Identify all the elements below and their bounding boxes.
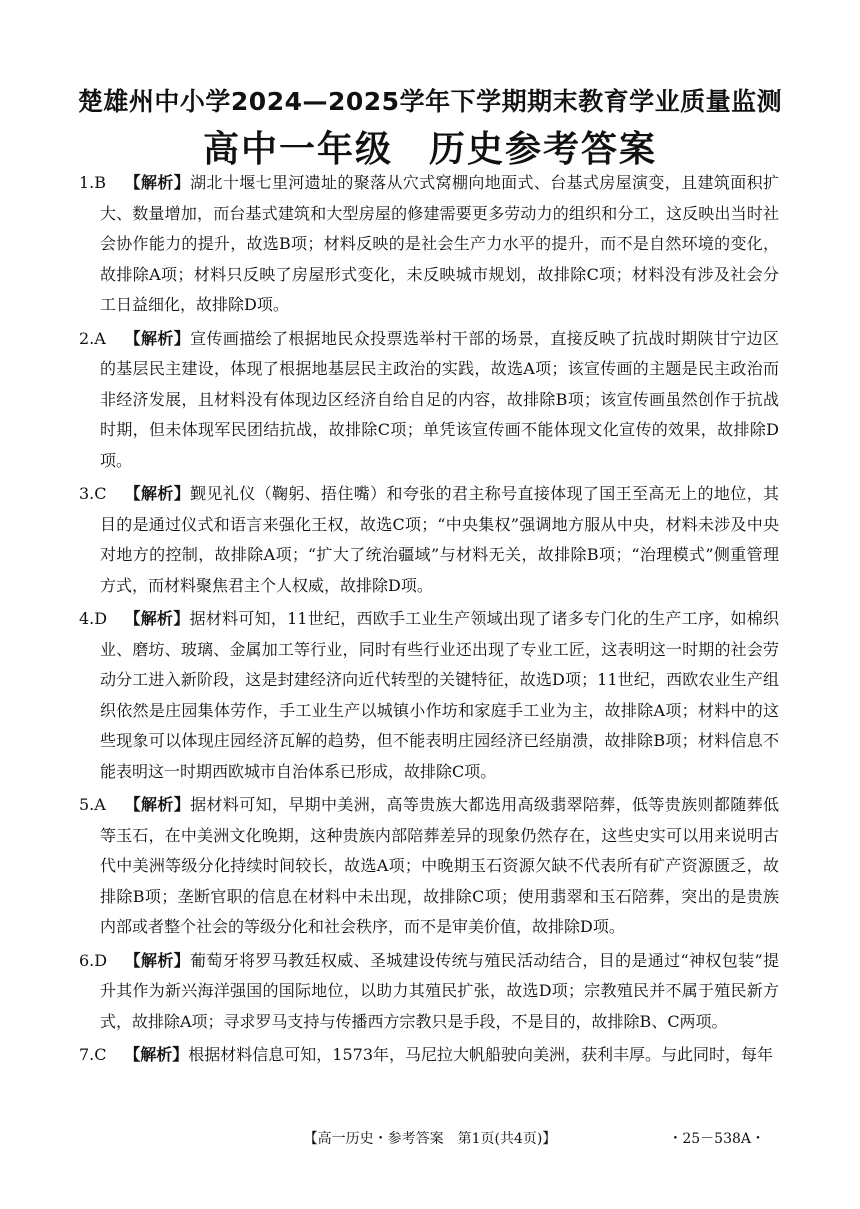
subject-label: 历史参考答案 [429,129,658,170]
question-number: 7. [79,1045,95,1064]
footer-exam-code: ・25－538A・ [668,1131,765,1147]
question-number: 3. [79,484,95,503]
answer-letter: B [94,173,107,192]
answer-item [79,946,779,1038]
analysis-text: 宣传画描绘了根据地民众投票选举村干部的场景，直接反映了抗战时期陕甘宁边区的基层民主建设，体现了根据地基层民主政治的实践，故选A项；该宣传画的主题是民主政治而非经济发展，且材料没有体现边区经济自给自足的内容，故排除B项；该宣传画虽然创作于抗战时期，但未体现军民团结抗战，故排除C项；单凭该宣传画不能体现文化宣传的效果，故排除D项。 [100,328,779,470]
analysis-tag: 【解析】 [124,173,191,192]
answer-item [79,790,779,943]
answer-letter: A [94,795,106,814]
question-number: 6. [79,950,95,970]
exam-title: 楚雄州中小学2024—2025学年下学期期末教育学业质量监测 [77,87,783,116]
answer-item [79,1040,779,1071]
analysis-tag: 【解析】 [124,609,190,628]
question-number: 1. [79,173,95,192]
analysis-tag: 【解析】 [124,950,191,970]
analysis-tag: 【解析】 [124,1045,189,1064]
analysis-tag: 【解析】 [124,328,191,348]
grade-label: 高中一年级 [202,129,393,170]
answer-letter: C [94,1045,107,1064]
analysis-text: 葡萄牙将罗马教廷权威、圣城建设传统与殖民活动结合，目的是通过“神权包装”提升其作为新兴海洋强国的国际地位，以助力其殖民扩张，故选D项；宗教殖民并不属于殖民新方式，故排除A项；寻求罗马支持与传播西方宗教只是手段，不是目的，故排除B、C两项。 [100,950,779,1031]
answer-item [79,479,779,601]
answer-list [79,168,779,1074]
question-number: 2. [79,328,95,348]
answer-letter: A [94,328,106,348]
analysis-text: 湖北十堰七里河遗址的聚落从穴式窝棚向地面式、台基式房屋演变，且建筑面积扩大、数量增加，而台基式建筑和大型房屋的修建需要更多劳动力的组织和分工，这反映出当时社会协作能力的提升，故选B项；材料反映的是社会生产力水平的提升，而不是自然环境的变化，故排除A项；材料只反映了房屋形式变化，未反映城市规划，故排除C项；材料没有涉及社会分工日益细化，故排除D项。 [100,173,779,314]
answer-letter: D [94,950,108,970]
answer-letter: D [94,609,108,628]
answer-item [79,168,779,321]
analysis-tag: 【解析】 [124,795,191,814]
analysis-tag: 【解析】 [124,484,191,503]
document-header [0,84,860,176]
question-number: 5. [79,795,95,814]
analysis-text: 觐见礼仪（鞠躬、捂住嘴）和夸张的君主称号直接体现了国王至高无上的地位，其目的是通过仪式和语言来强化王权，故选C项；“中央集权”强调地方服从中央，材料未涉及中央对地方的控制，故排除A项；“扩大了统治疆域”与材料无关，故排除B项；“治理模式”侧重管理方式，而材料聚焦君主个人权威，故排除D项。 [100,484,779,595]
analysis-text: 据材料可知，早期中美洲，高等贵族大都选用高级翡翠陪葬，低等贵族则都随葬低等玉石，在中美洲文化晚期，这种贵族内部陪葬差异的现象仍然存在，这些史实可以用来说明古代中美洲等级分化持续时间较长，故选A项；中晚期玉石资源欠缺不代表所有矿产资源匮乏，故排除B项；垄断官职的信息在材料中未出现，故排除C项；使用翡翠和玉石陪葬，突出的是贵族内部或者整个社会的等级分化和社会秩序，而不是审美价值，故排除D项。 [100,795,779,936]
answer-item [79,604,779,787]
answer-item [79,324,779,477]
analysis-text: 据材料可知，11世纪，西欧手工业生产领域出现了诸多专门化的生产工序，如棉织业、磨坊、玻璃、金属加工等行业，同时有些行业还出现了专业工匠，这表明这一时期的社会劳动分工进入新阶段，这是封建经济向近代转型的关键特征，故选D项；11世纪，西欧农业生产组织依然是庄园集体劳作，手工业生产以城镇小作坊和家庭手工业为主，故排除A项；材料中的这些现象可以体现庄园经济瓦解的趋势，但不能表明庄园经济已经崩溃，故排除B项；材料信息不能表明这一时期西欧城市自治体系已形成，故排除C项。 [100,609,779,781]
question-number: 4. [79,609,95,628]
answer-letter: C [94,484,107,503]
analysis-text: 根据材料信息可知，1573年，马尼拉大帆船驶向美洲，获利丰厚。与此同时，每年 [188,1045,774,1064]
page-footer [0,1126,860,1152]
footer-page-info: 【高一历史・参考答案 第1页(共4页)】 [303,1131,557,1147]
